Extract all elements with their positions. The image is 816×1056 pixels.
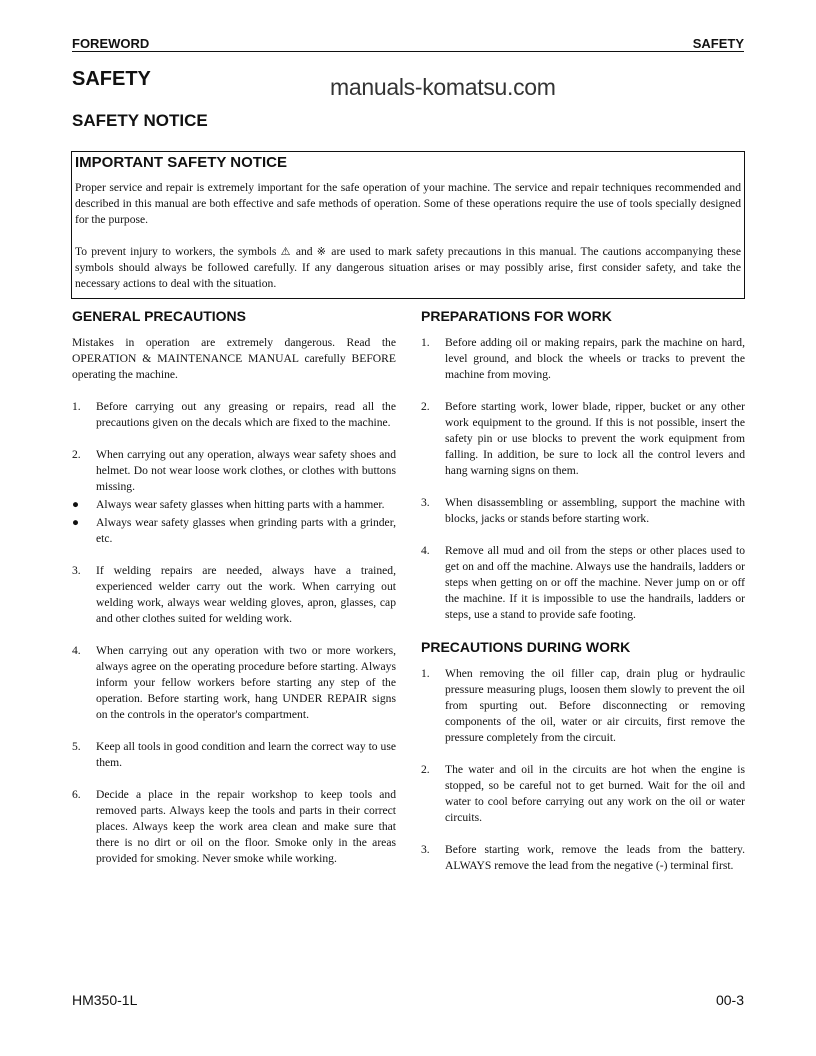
notice-text: are used to mark safety precautions in this manual. The cautions accompanying these symbols should always be followed carefully. If any dangerous situation arises or may possibly arise, first consider safety, and take the necessary actions to deal with the situation.	[75, 245, 741, 290]
item-number: 4.	[421, 544, 430, 557]
footer-model: HM350-1L	[72, 992, 138, 1008]
warning-triangle-icon: ⚠	[280, 246, 292, 258]
item-number: 6.	[72, 788, 81, 801]
notice-title: IMPORTANT SAFETY NOTICE	[75, 154, 287, 171]
list-item	[421, 762, 745, 826]
item-number: 2.	[421, 763, 430, 776]
watermark: manuals-komatsu.com	[330, 74, 556, 100]
item-text: Always wear safety glasses when grinding parts with a grinder, etc.	[96, 516, 396, 545]
item-number: 5.	[72, 740, 81, 753]
header-section: FOREWORD	[72, 36, 150, 51]
general-intro: Mistakes in operation are extremely dangerous. Read the OPERATION & MAINTENANCE MANUAL carefully BEFORE operating the machine.	[72, 336, 396, 381]
list-item	[72, 643, 396, 723]
right-column	[421, 308, 745, 890]
preparations-heading: PREPARATIONS FOR WORK	[421, 308, 612, 324]
bullet-item	[72, 515, 396, 547]
item-text: If welding repairs are needed, always have a trained, experienced welder carry out the work. When carrying out welding work, always wear welding gloves, apron, glasses, cap and other clothes suited for welding work.	[96, 564, 396, 625]
item-text: When disassembling or assembling, support the machine with blocks, jacks or stands before starting work.	[445, 496, 745, 525]
item-number: 3.	[421, 843, 430, 856]
item-number: 1.	[421, 667, 430, 680]
item-text: Decide a place in the repair workshop to keep tools and removed parts. Always keep the tools and parts in their correct places. Always keep the work area clean and make sure that there is no dirt or oil on the floor. Smoke only in the areas provided for smoking. Never smoke while working.	[96, 788, 396, 865]
bullet-item	[72, 497, 396, 513]
item-text: When removing the oil filler cap, drain plug or hydraulic pressure measuring plugs, loosen them slowly to prevent the oil from spurting out. Before disconnecting or removing components of the oil, water or air circuits, first remove the pressure completely from the circuit.	[445, 667, 745, 744]
item-text: Before carrying out any greasing or repairs, read all the precautions given on the decals which are fixed to the machine.	[96, 400, 396, 429]
item-number: 1.	[421, 336, 430, 349]
item-text: Always wear safety glasses when hitting parts with a hammer.	[96, 498, 385, 511]
item-text: Before starting work, remove the leads from the battery. ALWAYS remove the lead from the negative (-) terminal first.	[445, 843, 745, 872]
during-work-list	[421, 666, 745, 874]
list-item	[421, 666, 745, 746]
item-text: Keep all tools in good condition and learn the correct way to use them.	[96, 740, 396, 769]
general-precautions-list	[72, 399, 396, 867]
list-item	[421, 543, 745, 623]
notice-text: and	[291, 245, 317, 258]
two-column-body	[71, 308, 745, 890]
footer-page-number: 00-3	[715, 992, 744, 1008]
item-number: 3.	[72, 564, 81, 577]
list-item	[72, 447, 396, 495]
reference-mark-icon: ※	[316, 246, 328, 258]
item-text: Before adding oil or making repairs, park the machine on hard, level ground, and block the wheels or tracks to prevent the machine from moving.	[445, 336, 745, 381]
page-body	[71, 151, 745, 890]
list-item	[72, 563, 396, 627]
list-item	[421, 399, 745, 479]
list-item	[72, 787, 396, 867]
item-number: 1.	[72, 400, 81, 413]
running-header	[72, 36, 744, 52]
general-precautions-heading: GENERAL PRECAUTIONS	[72, 308, 246, 324]
item-number: 2.	[72, 448, 81, 461]
preparations-list	[421, 335, 745, 623]
item-text: Remove all mud and oil from the steps or other places used to get on and off the machine. Always use the handrails, ladders or steps when getting on or off the machine. Never jump on or off the machine. If it is impossible to use the handrails, ladders or steps, use a stand to provide safe footing.	[445, 544, 745, 621]
bullet-icon: ●	[72, 516, 80, 529]
list-item	[72, 739, 396, 771]
item-text: Before starting work, lower blade, ripper, bucket or any other work equipment to the ground. If this is not possible, insert the safety pin or use blocks to prevent the work equipment from falling. In addition, be sure to lock all the control levers and hang warning signs on them.	[445, 400, 745, 477]
item-text: When carrying out any operation with two or more workers, always agree on the operating procedure before starting. Always inform your fellow workers before starting any step of the operation. Before starting work, hang UNDER REPAIR signs on the controls in the operator's compartment.	[96, 644, 396, 721]
item-number: 2.	[421, 400, 430, 413]
notice-paragraph-2	[75, 244, 741, 292]
bullet-icon: ●	[72, 498, 80, 511]
list-item	[421, 495, 745, 527]
item-text: When carrying out any operation, always wear safety shoes and helmet. Do not wear loose work clothes, or clothes with buttons missing.	[96, 448, 396, 493]
notice-text: To prevent injury to workers, the symbols	[75, 245, 281, 258]
section-title: SAFETY NOTICE	[72, 111, 208, 130]
list-item	[421, 842, 745, 874]
left-column	[72, 308, 396, 890]
page-title: SAFETY	[72, 68, 151, 90]
item-text: The water and oil in the circuits are hot when the engine is stopped, so be careful not to get burned. Wait for the oil and water to cool before carrying out any work on the oil or water circuits.	[445, 763, 745, 824]
important-safety-notice-box	[71, 151, 745, 299]
notice-paragraph-1: Proper service and repair is extremely important for the safe operation of your machine. The service and repair techniques recommended and described in this manual are both effective and safe methods of operation. Some of these operations require the use of tools specially designed for the purpose.	[75, 181, 741, 226]
list-item	[72, 399, 396, 431]
item-number: 4.	[72, 644, 81, 657]
header-topic: SAFETY	[692, 36, 744, 51]
item-number: 3.	[421, 496, 430, 509]
during-work-heading: PRECAUTIONS DURING WORK	[421, 639, 631, 655]
list-item	[421, 335, 745, 383]
